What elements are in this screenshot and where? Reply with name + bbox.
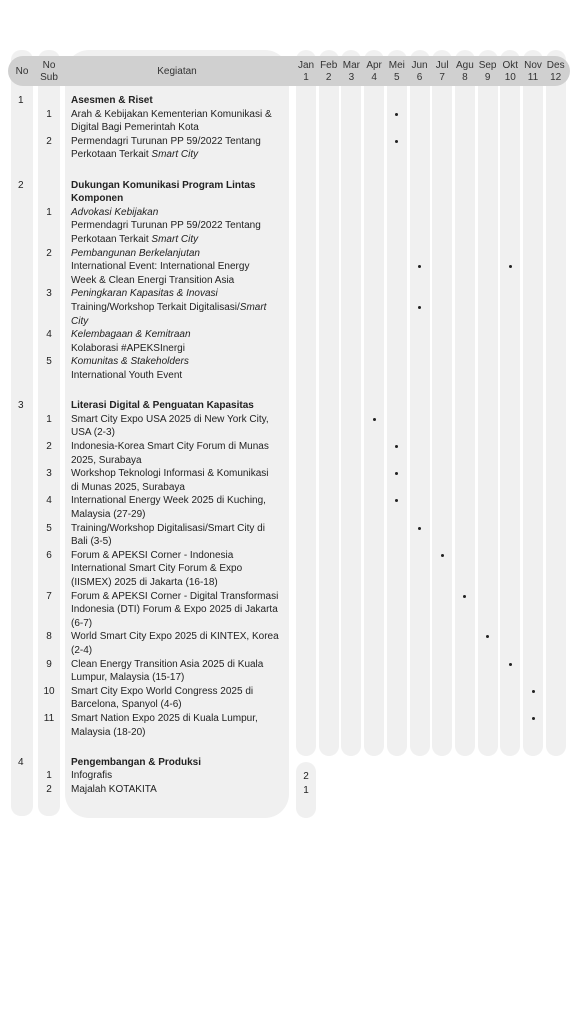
month-name: Apr <box>366 60 382 71</box>
month-number: 8 <box>462 72 468 83</box>
sub-number: 1 <box>46 206 52 218</box>
item-text: Perkotaan Terkait Smart City <box>71 234 199 245</box>
header-month-10 <box>498 60 522 84</box>
item-category: Advokasi Kebijakan <box>71 206 159 218</box>
item-text: Infografis <box>71 770 113 782</box>
item-text: International Event: International Energy <box>71 261 250 273</box>
header-kegiatan: Kegiatan <box>157 66 197 77</box>
schedule-dot <box>509 265 512 268</box>
sub-number: 3 <box>46 288 52 300</box>
header-no-sub-line1: No <box>42 60 56 71</box>
item-text: Malaysia (18-20) <box>71 726 146 738</box>
header-month-4 <box>362 60 386 84</box>
month-name: Mei <box>388 60 405 71</box>
section-title: Literasi Digital & Penguatan Kapasitas <box>71 400 254 412</box>
sub-number: 2 <box>46 247 52 259</box>
item-text: Digital Bagi Pemerintah Kota <box>71 122 199 134</box>
section-number: 4 <box>18 756 24 768</box>
schedule-dot <box>441 554 444 557</box>
header-month-1 <box>294 60 318 84</box>
sub-number: 5 <box>46 522 52 534</box>
item-text: Permendagri Turunan PP 59/2022 Tentang <box>71 135 261 147</box>
month-name: Sep <box>478 60 497 71</box>
section-number: 3 <box>18 400 24 412</box>
sub-number: 11 <box>43 713 55 724</box>
item-text: Smart Nation Expo 2025 di Kuala Lumpur, <box>71 713 258 724</box>
item-text: Indonesia-Korea Smart City Forum di Munas <box>71 441 269 452</box>
month-column-1 <box>296 50 316 756</box>
sub-number: 6 <box>46 549 52 561</box>
month-name: Jan <box>297 60 315 71</box>
item-text: Bali (3-5) <box>71 536 112 548</box>
section-title: Pengembangan & Produksi <box>71 756 202 768</box>
month-value: 2 <box>303 771 309 783</box>
item-text: Kolaborasi #APEKSInergi <box>71 342 185 354</box>
month-name: Okt <box>502 60 519 71</box>
header-no: No <box>15 66 29 77</box>
sub-number: 5 <box>46 356 52 368</box>
item-text: International Youth Event <box>71 370 183 381</box>
sub-number: 10 <box>43 685 55 697</box>
sub-number: 1 <box>46 108 52 120</box>
month-number: 6 <box>416 72 423 83</box>
month-number: 5 <box>394 72 400 83</box>
month-number: 7 <box>439 72 445 83</box>
header-month-7 <box>430 60 454 84</box>
header-month-9 <box>476 60 500 84</box>
item-category: Kelembagaan & Kemitraan <box>71 329 191 341</box>
item-category: Peningkaran Kapasitas & Inovasi <box>71 288 218 300</box>
sub-number: 4 <box>46 329 52 341</box>
item-text: World Smart City Expo 2025 di KINTEX, Korea <box>71 631 279 643</box>
item-text: (IISMEX) 2025 di Jakarta (16-18) <box>71 577 218 588</box>
item-text: Perkotaan Terkait Smart City <box>71 149 199 161</box>
month-number: 9 <box>484 72 491 83</box>
header-month-8 <box>453 60 477 84</box>
month-column-9 <box>478 50 498 756</box>
header-no-sub <box>36 60 62 84</box>
month-number: 10 <box>504 72 516 83</box>
header-month-5 <box>385 60 409 84</box>
month-column-11 <box>523 50 543 756</box>
month-name: Jul <box>435 60 449 71</box>
schedule-dot <box>509 663 512 666</box>
sub-number: 1 <box>46 413 52 425</box>
schedule-dot <box>395 113 398 116</box>
item-text: Training/Workshop Terkait Digitalisasi/Smart <box>71 302 267 313</box>
header-month-6 <box>408 60 432 84</box>
sub-number: 2 <box>46 135 52 147</box>
item-text: Permendagri Turunan PP 59/2022 Tentang <box>71 220 261 232</box>
schedule-dot <box>532 690 535 693</box>
item-text: Smart City Expo World Congress 2025 di <box>71 685 254 697</box>
item-text: International Energy Week 2025 di Kuching, <box>71 495 266 507</box>
item-category: Pembangunan Berkelanjutan <box>71 247 200 259</box>
month-number: 3 <box>348 72 355 83</box>
month-number: 11 <box>527 72 539 83</box>
item-text: Week & Clean Energi Transition Asia <box>71 274 235 286</box>
sub-number: 2 <box>46 784 52 795</box>
item-text: Barcelona, Spanyol (4-6) <box>71 699 182 711</box>
item-text: Majalah KOTAKITA <box>71 784 157 795</box>
section-title: Dukungan Komunikasi Program Lintas <box>71 179 256 191</box>
month-column-10 <box>500 50 520 756</box>
month-column-8 <box>455 50 475 756</box>
header-no-sub-line2: Sub <box>40 72 58 83</box>
month-name: Feb <box>320 60 338 71</box>
item-text: Arah & Kebijakan Kementerian Komunikasi & <box>71 108 272 120</box>
item-text: Indonesia (DTI) Forum & Expo 2025 di Jakarta <box>71 604 278 616</box>
month-column-12 <box>546 50 566 756</box>
header-month-12 <box>544 60 568 84</box>
header-month-11 <box>521 60 545 84</box>
sub-number: 9 <box>46 658 52 670</box>
item-text: 2025, Surabaya <box>71 454 142 466</box>
month-column-6 <box>410 50 430 756</box>
item-text: Forum & APEKSI Corner - Digital Transformasi <box>71 590 279 602</box>
item-text: Forum & APEKSI Corner - Indonesia <box>71 549 234 561</box>
month-number: 2 <box>325 72 332 83</box>
item-text: Training/Workshop Digitalisasi/Smart City di <box>71 522 265 534</box>
sub-number: 3 <box>46 468 52 480</box>
month-column-3 <box>341 50 361 756</box>
sub-number: 8 <box>46 631 52 643</box>
item-text: Malaysia (27-29) <box>71 509 146 520</box>
month-number: 1 <box>303 72 309 83</box>
item-text: City <box>71 315 89 327</box>
item-text: International Smart City Forum & Expo <box>71 563 243 575</box>
month-name: Jun <box>411 60 428 71</box>
sub-number: 7 <box>46 590 52 602</box>
month-number: 12 <box>550 72 562 83</box>
schedule-dot <box>532 717 535 720</box>
no-column-background <box>11 50 33 816</box>
item-text: di Munas 2025, Surabaya <box>71 481 185 493</box>
section-number: 1 <box>18 95 24 106</box>
sub-number: 1 <box>46 770 52 782</box>
item-category: Komunitas & Stakeholders <box>71 356 189 368</box>
schedule-dot <box>418 527 421 530</box>
month-name: Des <box>546 60 565 71</box>
month-value: 1 <box>303 785 309 796</box>
month-name: Nov <box>524 60 542 71</box>
month-column-4 <box>364 50 384 756</box>
sub-number: 2 <box>46 441 52 452</box>
month-column-7 <box>432 50 452 756</box>
month-name: Mar <box>342 60 360 71</box>
no-sub-column-background <box>38 50 60 816</box>
month-column-5 <box>387 50 407 756</box>
section-title: Komponen <box>71 193 124 205</box>
schedule-dot <box>418 306 421 309</box>
item-text: USA (2-3) <box>71 427 115 439</box>
sub-number: 4 <box>46 495 52 507</box>
schedule-dot <box>373 418 376 421</box>
item-text: Smart City Expo USA 2025 di New York City, <box>71 413 269 425</box>
item-text: Clean Energy Transition Asia 2025 di Kuala <box>71 658 264 670</box>
item-text: (6-7) <box>71 617 93 629</box>
section-number: 2 <box>18 179 24 191</box>
header-month-3 <box>339 60 363 84</box>
month-column-2 <box>319 50 339 756</box>
section-title: Asesmen & Riset <box>71 95 153 106</box>
item-text: Lumpur, Malaysia (15-17) <box>71 672 185 684</box>
month-name: Agu <box>455 60 474 71</box>
header-month-2 <box>317 60 341 84</box>
month-number: 4 <box>371 72 377 83</box>
item-text: (2-4) <box>71 645 93 656</box>
item-text: Workshop Teknologi Informasi & Komunikasi <box>71 468 269 480</box>
